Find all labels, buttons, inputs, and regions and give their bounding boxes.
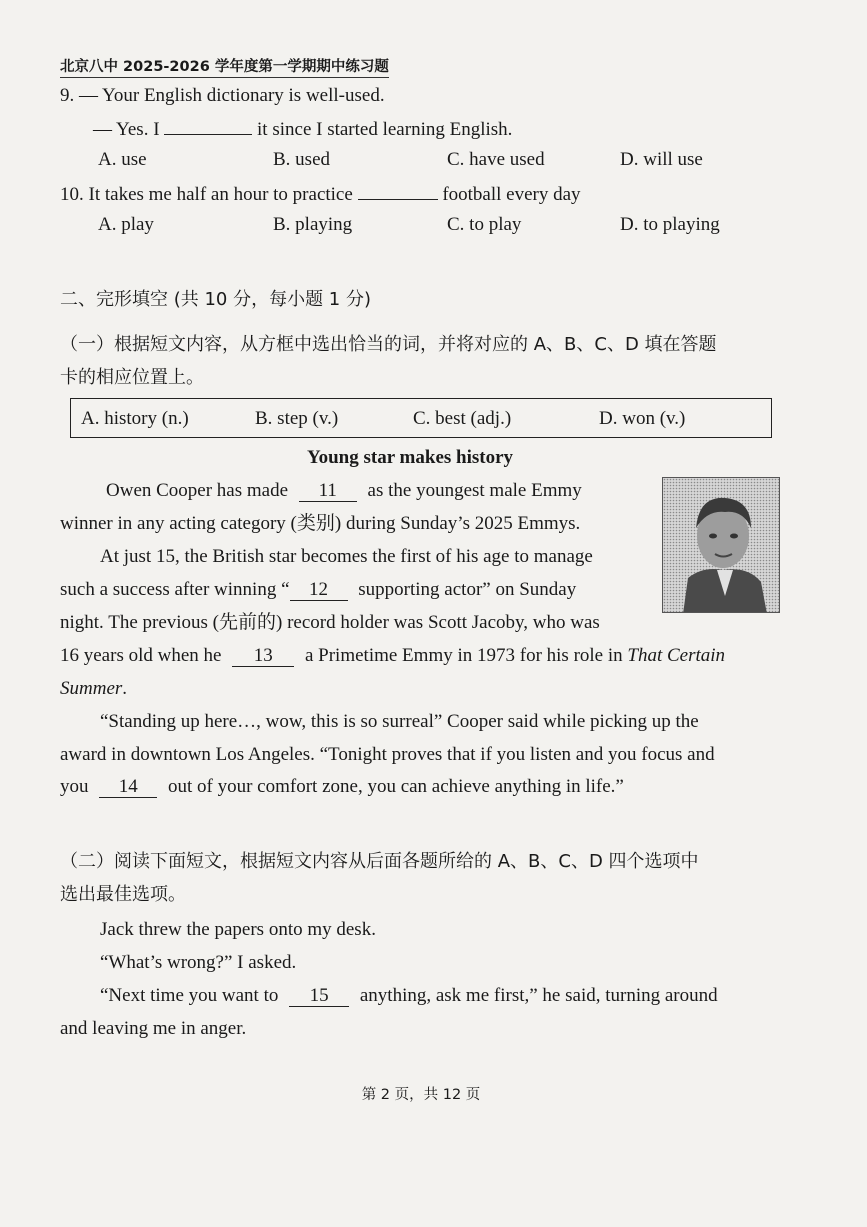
q9-option-c: C. have used [447,149,545,170]
part2-instruction-line2: 选出最佳选项。 [60,884,186,905]
word-option-b: B. step (v.) [255,408,339,429]
page-header: 北京八中 2025-2026 学年度第一学期期中练习题 [60,55,389,78]
word-bank-box [70,398,772,438]
q9-option-d: D. will use [620,149,703,170]
blank-14: 14 [99,777,157,798]
passage-p2-line5 [60,677,127,701]
passage-text: a Primetime Emmy in 1973 for his role in [304,645,623,666]
q9-stem-pre: — Yes. I [93,119,160,140]
q9-stem-line1: 9. — Your English dictionary is well-used. [60,85,385,106]
passage-p2-line3: night. The previous (先前的) record holder was Scott Jacoby, who was [60,612,600,633]
blank-12: 12 [290,580,348,601]
q9-stem-line2 [93,116,512,142]
passage-p1-line2: winner in any acting category (类别) during Sunday’s 2025 Emmys. [60,513,581,534]
story-line4: and leaving me in anger. [60,1018,247,1039]
passage-text: out of your comfort zone, you can achieve anything in life.” [168,776,624,797]
passage-p3-line1: “Standing up here…, wow, this is so surreal” Cooper said while picking up the [100,711,699,732]
word-option-d: D. won (v.) [599,408,686,429]
film-title-part1: That Certain [627,645,726,666]
q10-option-b: B. playing [273,214,353,235]
part1-instruction-line1: （一）根据短文内容，从方框中选出恰当的词，并将对应的 A、B、C、D 填在答题 [60,334,717,355]
q9-answer-blank [164,116,252,135]
passage-p1-line1 [106,479,582,503]
owen-cooper-photo [662,477,780,613]
word-option-c: C. best (adj.) [413,408,512,429]
story-line1: Jack threw the papers onto my desk. [100,919,376,940]
passage-p2-line2 [60,578,576,602]
q9-option-a: A. use [98,149,147,170]
q10-stem-pre: 10. It takes me half an hour to practice [60,184,353,205]
q9-stem-post: it since I started learning English. [257,119,513,140]
part1-instruction-line2: 卡的相应位置上。 [60,367,204,388]
story-text: “Next time you want to [100,985,279,1006]
passage-p2-line4 [60,644,725,668]
passage-text: 16 years old when he [60,645,222,666]
q10-stem-post: football every day [442,184,581,205]
passage-text: supporting actor” on Sunday [358,579,577,600]
passage-p2-line1: At just 15, the British star becomes the first of his age to manage [100,546,593,567]
passage-text: such a success after winning “ [60,579,290,600]
q10-option-d: D. to playing [620,214,720,235]
word-option-a: A. history (n.) [81,408,189,429]
story-line3 [100,984,718,1008]
q10-answer-blank [358,181,438,200]
blank-11: 11 [299,481,357,502]
passage-text: you [60,776,89,797]
story-text: anything, ask me first,” he said, turning around [359,985,718,1006]
passage-p3-line2: award in downtown Los Angeles. “Tonight proves that if you listen and you focus and [60,744,715,765]
passage-text: . [122,678,128,699]
page-footer: 第 2 页，共 12 页 [361,1087,481,1103]
blank-13: 13 [232,646,294,667]
section2-title: 二、完形填空 (共 10 分，每小题 1 分) [60,289,372,310]
q10-stem [60,181,581,207]
q10-option-c: C. to play [447,214,522,235]
part2-instruction-line1: （二）阅读下面短文，根据短文内容从后面各题所给的 A、B、C、D 四个选项中 [60,851,699,872]
q9-option-b: B. used [273,149,330,170]
blank-15: 15 [289,986,349,1007]
passage-p3-line3 [60,775,624,799]
passage-text: Owen Cooper has made [106,480,289,501]
passage-text: as the youngest male Emmy [367,480,582,501]
passage-title: Young star makes history [306,447,514,468]
story-line2: “What’s wrong?” I asked. [100,952,297,973]
film-title-part2: Summer [60,678,123,699]
q10-option-a: A. play [98,214,154,235]
